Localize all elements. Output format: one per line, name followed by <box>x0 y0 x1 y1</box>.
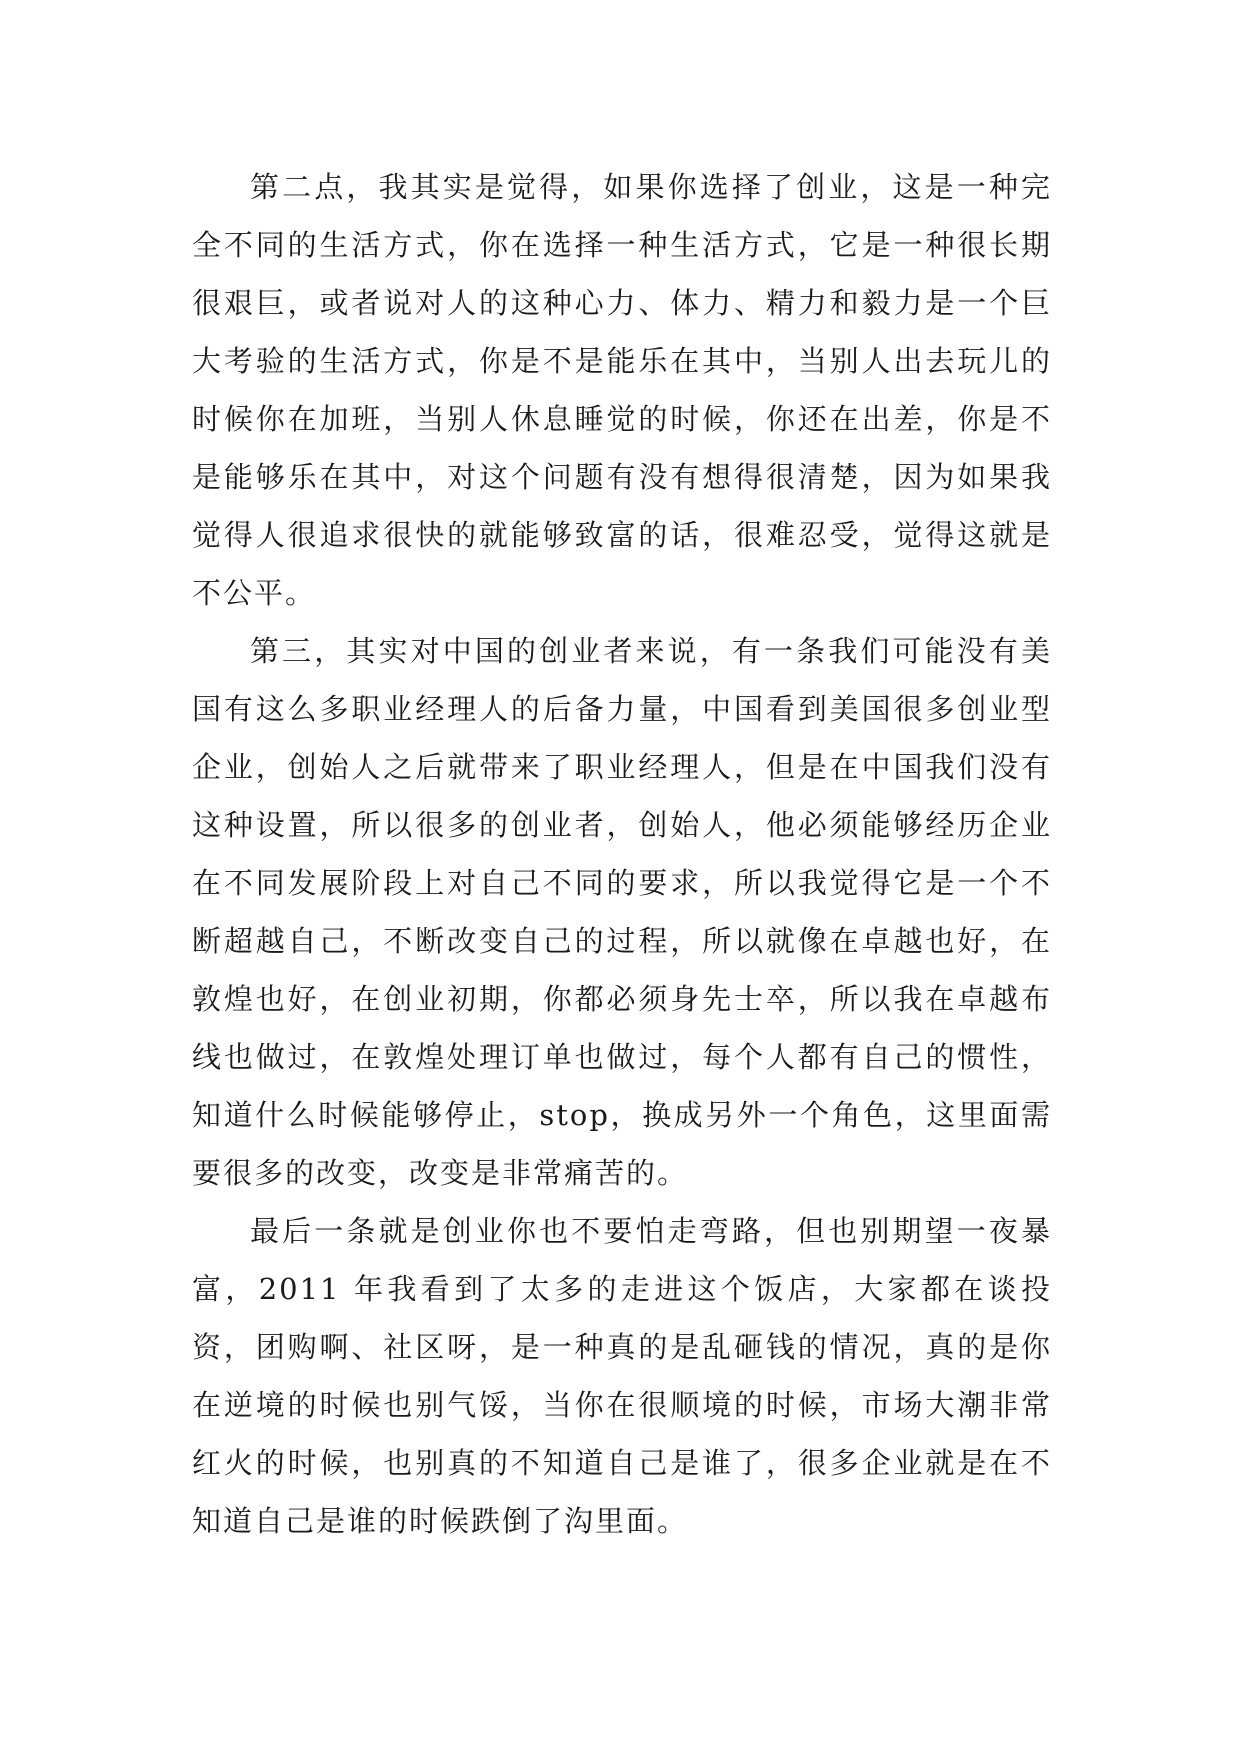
paragraph-2: 第三，其实对中国的创业者来说，有一条我们可能没有美国有这么多职业经理人的后备力量，中国看到美国很多创业型企业，创始人之后就带来了职业经理人，但是在中国我们没有这种设置，所以很多的创业者，创始人，他必须能够经历企业在不同发展阶段上对自己不同的要求，所以我觉得它是一个不断超越自己，不断改变自己的过程，所以就像在卓越也好，在敦煌也好，在创业初期，你都必须身先士卒，所以我在卓越布线也做过，在敦煌处理订单也做过，每个人都有自己的惯性，知道什么时候能够停止，stop，换成另外一个角色，这里面需要很多的改变，改变是非常痛苦的。 <box>192 634 1052 1190</box>
document-body <box>192 158 1052 1550</box>
paragraph-1: 第二点，我其实是觉得，如果你选择了创业，这是一种完全不同的生活方式，你在选择一种生活方式，它是一种很长期很艰巨，或者说对人的这种心力、体力、精力和毅力是一个巨大考验的生活方式，你是不是能乐在其中，当别人出去玩儿的时候你在加班，当别人休息睡觉的时候，你还在出差，你是不是能够乐在其中，对这个问题有没有想得很清楚，因为如果我觉得人很追求很快的就能够致富的话，很难忍受，觉得这就是不公平。 <box>192 170 1052 610</box>
paragraph-3: 最后一条就是创业你也不要怕走弯路，但也别期望一夜暴富，2011 年我看到了太多的走进这个饭店，大家都在谈投资，团购啊、社区呀，是一种真的是乱砸钱的情况，真的是你在逆境的时候也别气馁，当你在很顺境的时候，市场大潮非常红火的时候，也别真的不知道自己是谁了，很多企业就是在不知道自己是谁的时候跌倒了沟里面。 <box>192 1214 1052 1538</box>
